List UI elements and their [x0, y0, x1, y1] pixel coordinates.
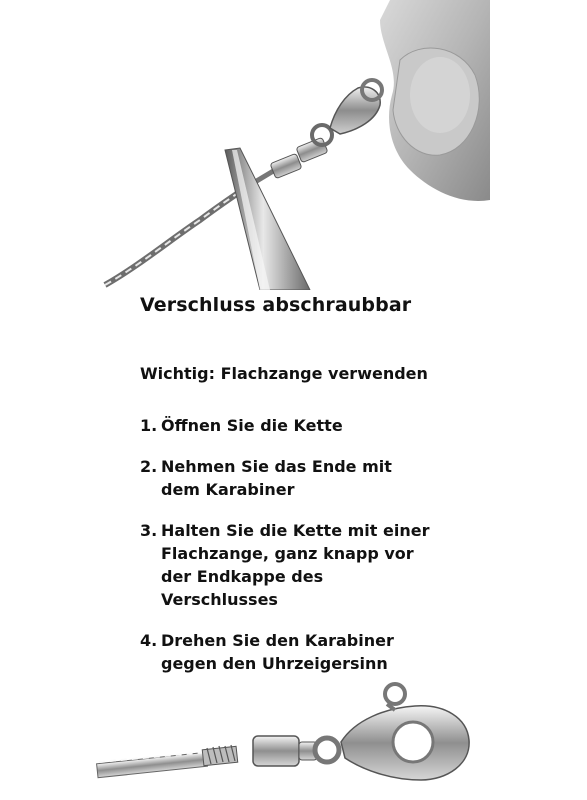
- step-number: 3.: [140, 521, 158, 540]
- screw-thread-icon: [202, 745, 237, 766]
- step-1: [140, 414, 470, 437]
- hand-icon: [380, 0, 490, 201]
- important-note: Wichtig: Flachzange verwenden: [140, 364, 428, 383]
- page-title: Verschluss abschraubbar: [140, 294, 412, 316]
- step-3: [140, 519, 470, 611]
- lobster-clasp-icon: [330, 80, 382, 134]
- step-number: 4.: [140, 631, 158, 650]
- end-cap-icon: [253, 736, 339, 766]
- chain-end-icon: [97, 752, 208, 778]
- step-number: 2.: [140, 457, 158, 476]
- lobster-clasp-icon: [341, 684, 469, 780]
- step-text: Drehen Sie den Karabiner gegen den Uhrzeigersinn: [161, 631, 394, 673]
- end-cap-icon: [270, 125, 332, 179]
- step-number: 1.: [140, 416, 158, 435]
- step-text: Öffnen Sie die Kette: [161, 416, 343, 435]
- step-2: [140, 455, 470, 501]
- step-4: [140, 629, 470, 675]
- step-text: Nehmen Sie das Ende mit dem Karabiner: [161, 457, 392, 499]
- instruction-photo-clasp-parts: [95, 680, 495, 795]
- instruction-steps: [140, 414, 470, 693]
- instruction-photo-pliers: [100, 0, 490, 290]
- step-text: Halten Sie die Kette mit einer Flachzange, ganz knapp vor der Endkappe des Verschlusses: [161, 521, 430, 609]
